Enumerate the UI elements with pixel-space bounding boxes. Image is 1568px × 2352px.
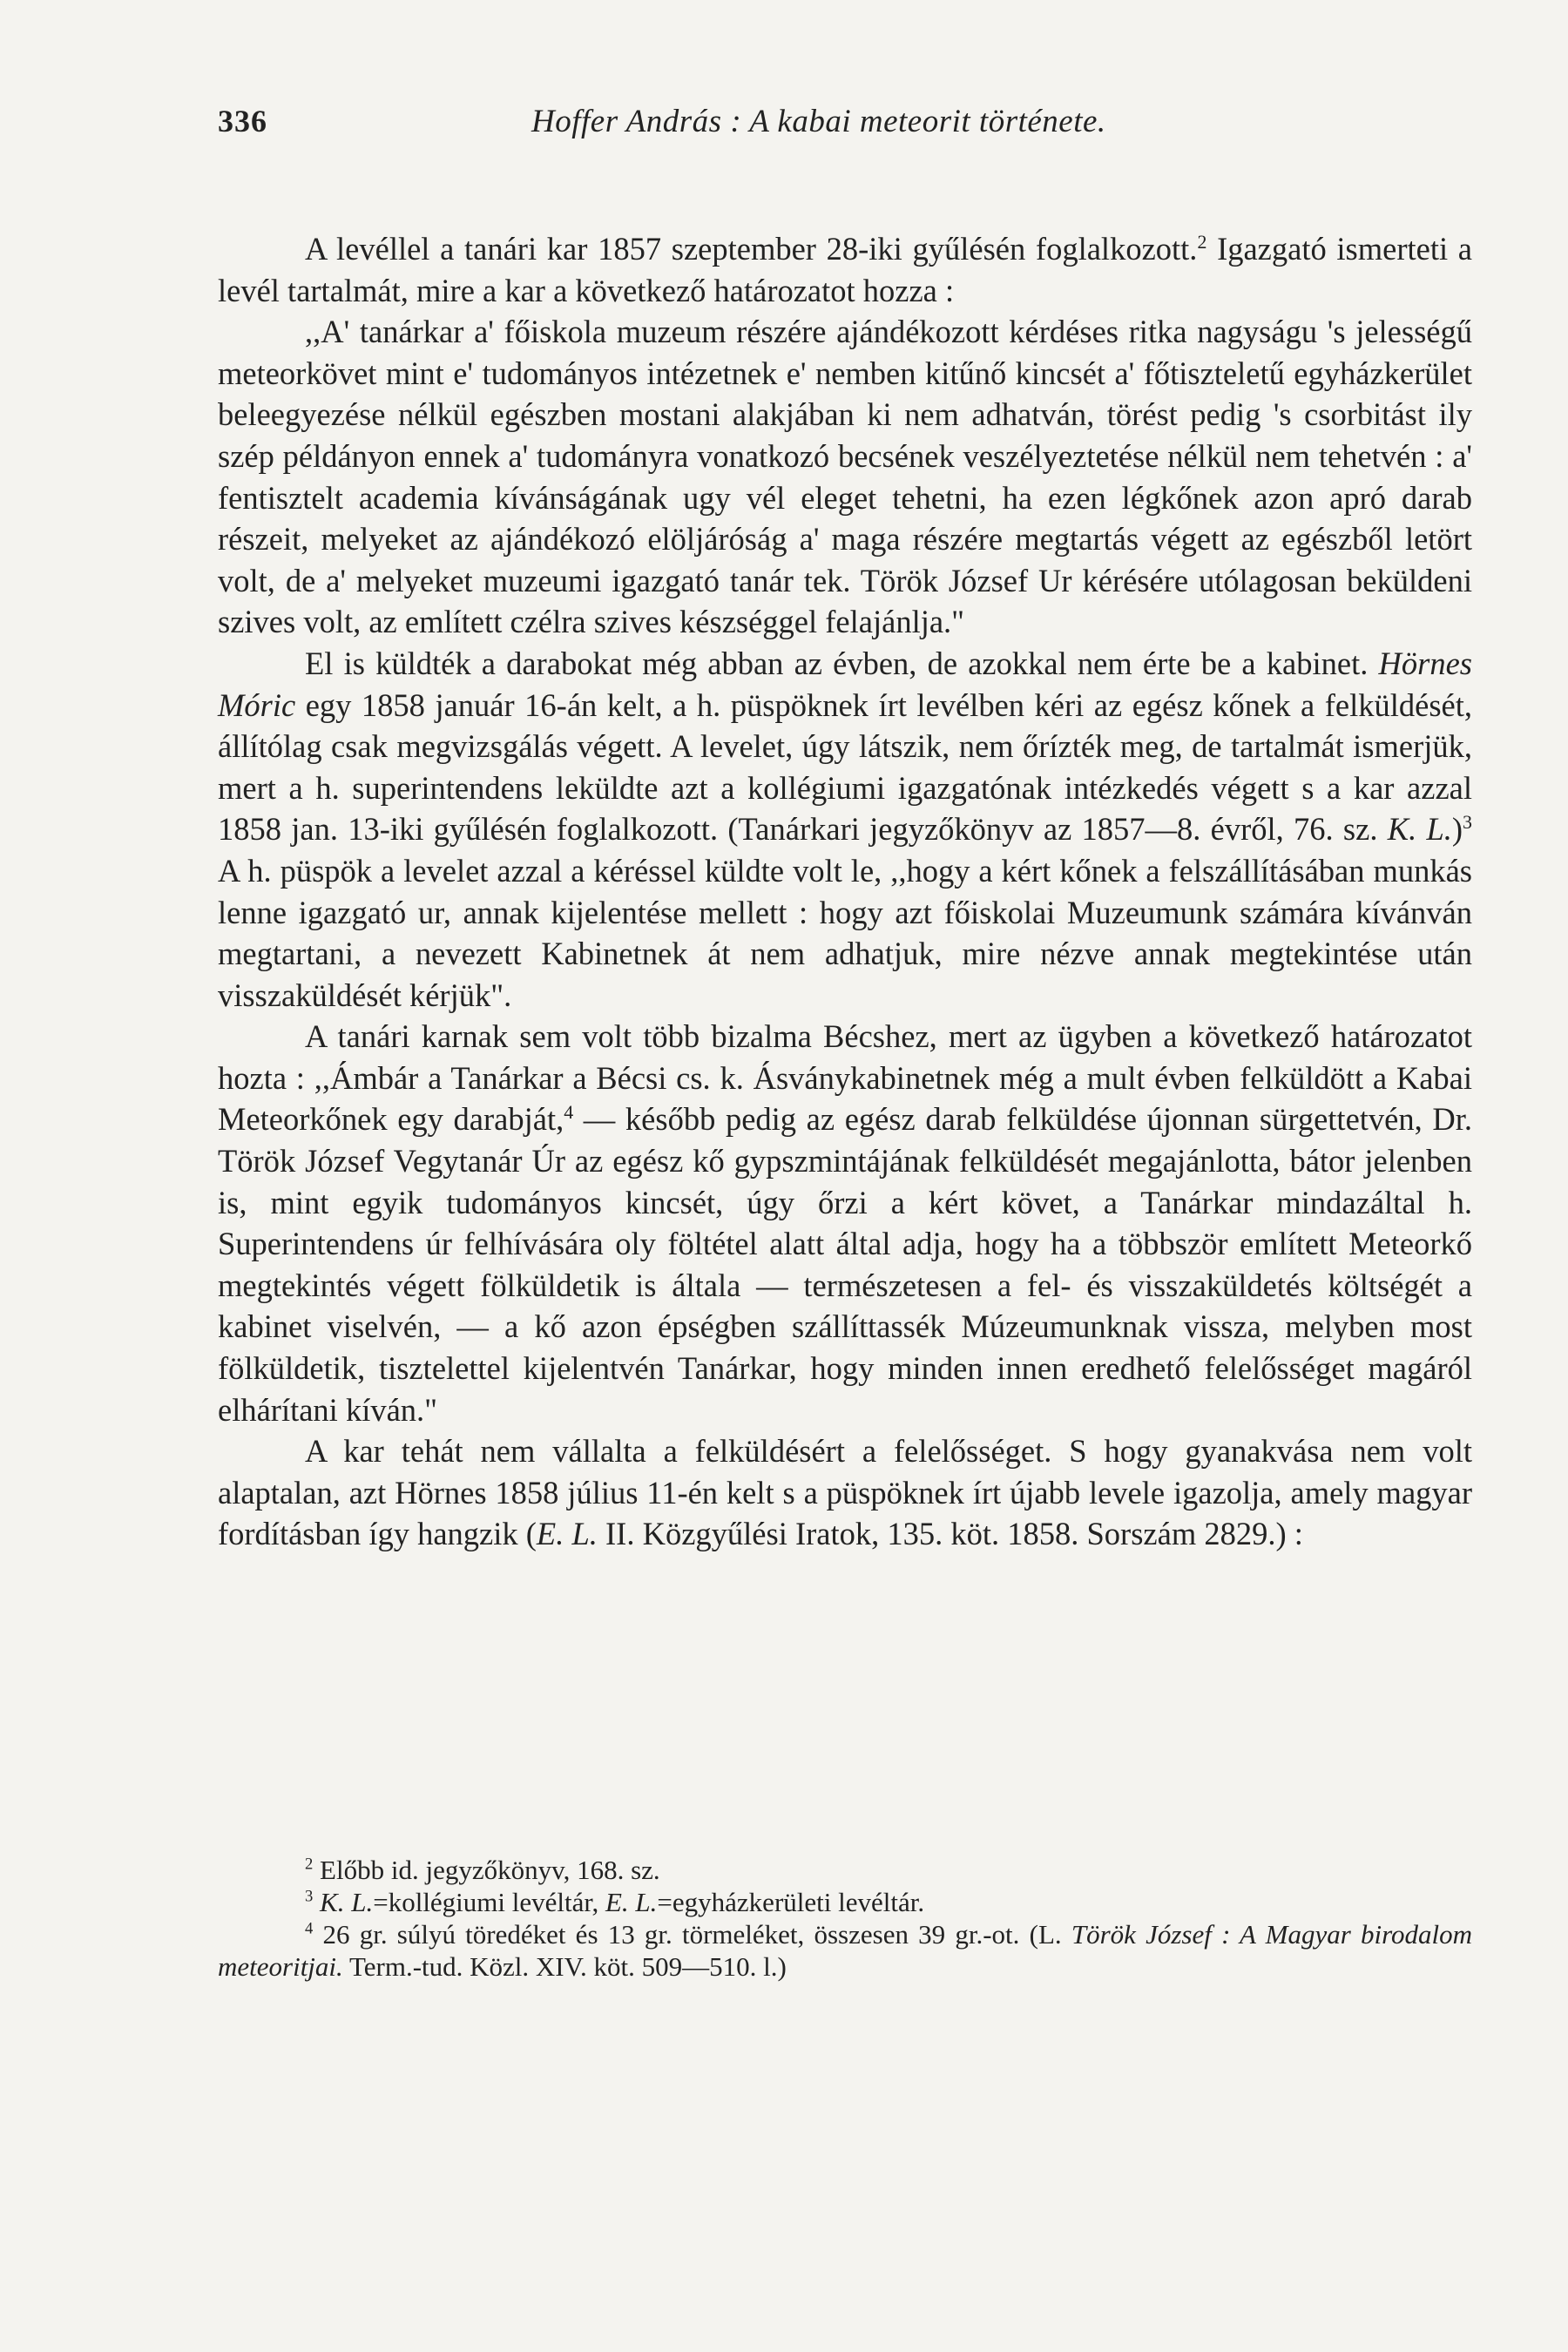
paragraph-3-text-a: El is küldték a darabokat még abban az évben, de azokkal nem érte be a kabinet. (305, 645, 1379, 681)
footnote-3-mid: =kollégiumi levéltár, (373, 1887, 605, 1917)
paragraph-1-text-b: Igazgató ismerteti a levél tartalmát, mire a kar a következő határozatot hozza : (218, 231, 1473, 308)
page-number: 336 (218, 104, 267, 139)
paragraph-2-quote: ,,A' tanárkar a' főiskola muzeum részére ajándékozott kérdéses ritka nagyságu 's jelességű meteorkövet mint e' tudományos intézetnek e' nemben kitűnő kincsét a' főtiszteletű egyházkerület beleegyezése nélkül egészben mostani alakjában ki nem adhatván, törést pedig 's csorbitást ily szép példányon ennek a' tudományra vonatkozó becsének veszélyeztetése nélkül nem tehetvén : a' fentisztelt academia kívánságának ugy vél eleget tehetni, ha ezen légkőnek azon apró darab részeit, melyeket az ajándékozó elöljáróság a' maga részére megtartás végett az egészből letört volt, de a' melyeket muzeumi igazgató tanár tek. Török József Ur kérésére utólagosan beküldeni szives volt, az említett czélra szives készséggel felajánlja." (218, 314, 1472, 640)
footnote-3-kl: K. L. (320, 1887, 374, 1917)
footnote-4-author: Török József : A Magyar birodalom meteoritjai. (218, 1919, 1472, 1982)
abbrev-el: E. L. (536, 1516, 598, 1552)
footnote-3-end: =egyházkerületi levéltár. (657, 1887, 925, 1917)
paragraph-4 (218, 1016, 1472, 1430)
paragraph-3-text-c: A h. püspök a levelet azzal a kéréssel küldte volt le, ,,hogy a kért kőnek a felszállításában munkás lenne igazgató ur, annak kijelentése mellett : hogy azt főiskolai Muzeumunk számára kívánván megtartani, a nevezett Kabinetnek át nem adhatjuk, mire nézve annak megtekintése után visszaküldését kérjük". (218, 852, 1472, 1013)
footnote-ref-2: 2 (1197, 230, 1207, 253)
footnotes (218, 1854, 1472, 1983)
paragraph-4-text-a: A tanári karnak sem volt több bizalma Bécshez, mert az ügyben a következő határozatot hozta : ,,Ámbár a Tanárkar a Bécsi cs. k. Ásványkabinetnek még a mult évben felküldött a Kabai Meteorkőnek egy darabját, (218, 1018, 1472, 1138)
footnote-ref-3: 3 (1463, 811, 1472, 834)
footnote-4 (218, 1918, 1472, 1983)
paragraph-1 (218, 228, 1472, 311)
footnote-3-el: E. L. (605, 1887, 658, 1917)
paragraph-3-close: ) (1451, 811, 1463, 848)
body-text (218, 228, 1472, 1555)
paragraph-1-text-a: A levéllel a tanári kar 1857 szeptember 28-iki gyűlésén foglalkozott. (305, 231, 1198, 267)
footnote-4-text: 26 gr. súlyú töredéket és 13 gr. törmeléket, összesen 39 gr.-ot. (L. (313, 1919, 1071, 1950)
abbrev-kl: K. L. (1387, 811, 1452, 848)
running-head: Hoffer András : A kabai meteorit története. (531, 104, 1106, 139)
footnote-2-text: Előbb id. jegyzőkönyv, 168. sz. (313, 1855, 660, 1885)
page-header (218, 103, 1350, 155)
footnote-3 (218, 1886, 1472, 1918)
paragraph-3-text-b: egy 1858 január 16-án kelt, a h. püspöknek írt levélben kéri az egész kőnek a felküldését, állítólag csak megvizsgálás végett. A levelet, úgy látszik, nem őrízték meg, de tartalmát ismerjük, mert a h. superintendens leküldte azt a kollégiumi igazgatónak intézkedés végett s a kar azzal 1858 jan. 13-iki gyűlésén foglalkozott. (Tanárkari jegyzőkönyv az 1857—8. évről, 76. sz. (218, 686, 1472, 848)
footnote-4-end: Term.-tud. Közl. XIV. köt. 509—510. l.) (342, 1951, 787, 1982)
footnote-4-mark: 4 (305, 1919, 314, 1938)
footnote-2 (218, 1854, 1472, 1886)
paragraph-5-text-b: II. Közgyűlési Iratok, 135. köt. 1858. Sorszám 2829.) : (597, 1516, 1303, 1552)
paragraph-4-text-b: — később pedig az egész darab felküldése újonnan sürgettetvén, Dr. Török József Vegytanár Úr az egész kő gypszmintájának felküldését megajánlotta, bátor jelenben is, mint egyik tudományos kincsét, úgy őrzi a kért követ, a Tanárkar mindazáltal h. Superintendens úr felhívására oly föltétel alatt által adja, hogy ha a többször említett Meteorkő megtekintés végett fölküldetik is általa — természetesen a fel- és visszaküldetés költségét a kabinet viselvén, — a kő azon épségben szállíttassék Múzeumunknak vissza, melyben most fölküldetik, tisztelettel kijelentvén Tanárkar, hogy minden innen eredhető felelősséget magáról elhárítani kíván." (218, 1101, 1472, 1428)
footnote-ref-4: 4 (564, 1101, 574, 1124)
paragraph-3 (218, 643, 1472, 1016)
paragraph-5-text-a: A kar tehát nem vállalta a felküldésért a felelősséget. S hogy gyanakvása nem volt alaptalan, azt Hörnes 1858 július 11-én kelt s a püspöknek írt újabb levele igazolja, amely magyar fordításban így hangzik ( (218, 1433, 1472, 1552)
footnote-3-mark: 3 (305, 1887, 314, 1906)
paragraph-5 (218, 1430, 1472, 1555)
footnote-2-mark: 2 (305, 1855, 314, 1874)
person-name-hornes: Hörnes Móric (218, 645, 1472, 723)
